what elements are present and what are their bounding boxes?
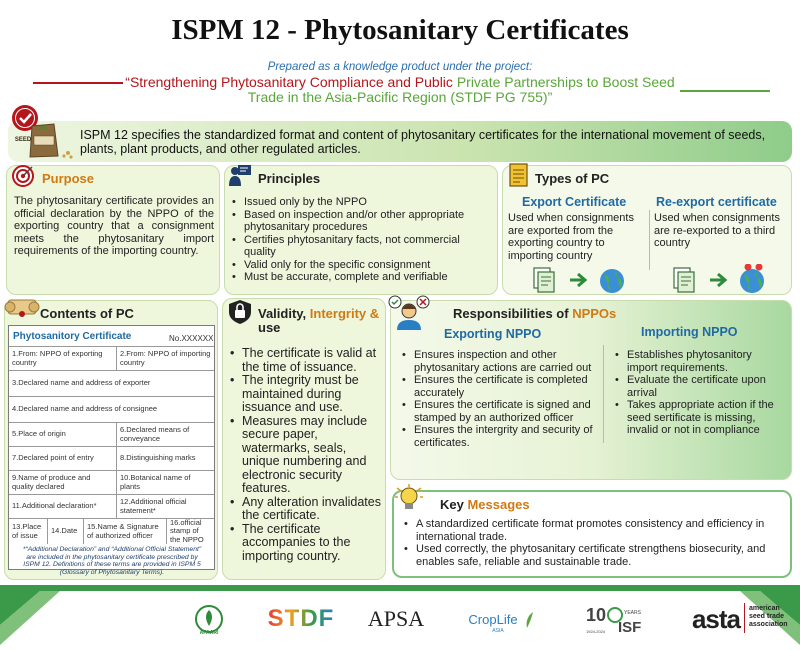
certificate-row <box>9 494 214 518</box>
principles-item: • Issued only by the NPPO <box>230 196 492 209</box>
validity-heading-part1: Validity, <box>258 306 310 321</box>
certificate-field-3: 3.Declared name and address of exporter <box>12 378 151 388</box>
validity-item: • The integrity must be maintained during issuance and use. <box>228 374 383 415</box>
project-title-part1: “Strengthening Phytosanitary Compliance and Public <box>125 74 457 90</box>
certificate-field-9: 9.Name of produce and quality declared <box>12 473 91 491</box>
export-flow-illustration <box>532 264 632 294</box>
types-divider <box>649 210 650 270</box>
validity-item: • Measures may include secure paper, watermarks, seals, unique numbering and electronic security features. <box>228 415 383 496</box>
validity-item: • The certificate accompanies to the importing country. <box>228 523 383 564</box>
certificate-row <box>9 446 214 470</box>
principles-item: • Valid only for the specific consignment <box>230 259 492 272</box>
certificate-field-7: 7.Declared point of entry <box>12 453 94 463</box>
asta-subtitle <box>749 605 799 629</box>
isf-years-text: YEARS <box>624 610 641 616</box>
stdf-logo <box>266 606 336 632</box>
certificate-field-8: 8.Distinguishing marks <box>120 453 196 463</box>
stdf-logo-text: STDF <box>267 605 335 632</box>
responsibilities-divider <box>603 345 604 443</box>
importing-item: • Establishes phytosanitory import requirements. <box>613 349 785 374</box>
certificate-field-11: 11.Additional declaration* <box>12 501 97 511</box>
page-title: ISPM 12 - Phytosanitary Certificates <box>171 14 629 46</box>
importing-nppo-list <box>613 349 785 437</box>
importing-item: • Evaluate the certificate upon arrival <box>613 374 785 399</box>
certificate-field-5: 5.Place of origin <box>12 429 66 439</box>
validity-heading-part2: Intergrity & <box>309 306 380 321</box>
certificate-field-14: 14.Date <box>51 526 78 536</box>
certificate-title: Phytosanitory Certificate <box>13 331 132 342</box>
responsibilities-heading <box>453 306 616 321</box>
principles-item: • Must be accurate, complete and verifiable <box>230 271 492 284</box>
target-icon <box>12 165 34 187</box>
certificate-row <box>9 346 214 370</box>
asta-sub-line: american <box>749 605 780 612</box>
importing-item: • Takes appropriate action if the seed sertificate is missing, invalid or not in compliance <box>613 399 785 437</box>
export-certificate-title: Export Certificate <box>522 195 627 209</box>
isf-dates-text: 1924-2024 <box>586 629 606 634</box>
isf-logo-text: ISF <box>618 619 642 634</box>
seed-bag-label: SEED <box>14 137 32 143</box>
asta-sub-line: seed trade <box>749 613 785 620</box>
principles-list <box>230 196 492 284</box>
exporting-item: • Ensures the certificate is completed accurately <box>400 374 600 399</box>
croplife-logo-text: CropLife <box>468 611 518 627</box>
reexport-certificate-text: Used when consignments are re-exported to a third country <box>654 212 780 249</box>
key-message-item: • Used correctly, the phytosanitary certificate strengthens biosecurity, and enables safe, reliable and sustainable trade. <box>402 543 788 568</box>
asta-logo: asta <box>691 603 741 634</box>
exporting-item: • Ensures the intergrity and security of certificates. <box>400 424 600 449</box>
project-title <box>120 75 680 105</box>
validity-item: • The certificate is valid at the time of issuance. <box>228 347 383 374</box>
types-heading: Types of PC <box>535 171 610 186</box>
reexport-certificate-title: Re-export certificate <box>656 195 777 209</box>
key-message-item: • A standardized certificate format promotes consistency and efficiency in international trade. <box>402 518 788 543</box>
certificate-field-1: 1.From: NPPO of exporting country <box>12 349 103 367</box>
certificate-field-13: 13.Place of issue <box>12 522 42 540</box>
reexport-flow-illustration <box>672 264 772 294</box>
asta-divider <box>744 603 745 633</box>
certificate-number: No.XXXXXX <box>169 334 214 343</box>
apaari-logo-text: APAARI <box>199 630 219 636</box>
purpose-text: The phytosanitary certificate provides an official declaration by the NPPO of the exporting country that a consignment meets the phytosanitary import requirements of the importing country. <box>14 195 214 257</box>
apaari-logo <box>190 606 228 632</box>
apsa-logo: APSA <box>367 606 425 631</box>
validity-list <box>228 347 383 563</box>
certificate-row <box>9 518 214 544</box>
prepared-note: Prepared as a knowledge product under the project: <box>267 61 533 73</box>
svg-text:10: 10 <box>586 605 607 625</box>
certificate-field-4: 4.Declared name and address of consignee <box>12 404 158 414</box>
certificate-field-15: 15.Name & Signature of authorized officer <box>87 522 159 540</box>
principles-item: • Based on inspection and/or other appropriate phytosanitary procedures <box>230 209 492 234</box>
certificate-row <box>9 396 214 422</box>
certificate-row <box>9 470 214 494</box>
principles-heading: Principles <box>258 171 321 186</box>
export-certificate-text: Used when consignments are exported from the exporting country to importing country <box>508 212 634 262</box>
validity-heading <box>258 307 386 335</box>
key-messages-list <box>402 518 788 568</box>
scroll-certificate-icon <box>4 296 40 320</box>
contents-heading-text: Contents of PC <box>40 306 134 321</box>
certificate-row <box>9 370 214 396</box>
contents-heading <box>40 306 134 321</box>
validity-item: • Any alteration invalidates the certificate. <box>228 496 383 523</box>
phytosanitary-certificate-form <box>8 325 215 576</box>
croplife-sub-text: ASIA <box>492 628 504 634</box>
exporting-item: • Ensures inspection and other phytosanitary actions are carried out <box>400 349 600 374</box>
importing-nppo-title: Importing NPPO <box>641 325 738 339</box>
exporting-nppo-list <box>400 349 600 449</box>
responsibilities-heading-part2: NPPOs <box>572 306 617 321</box>
key-messages-heading <box>440 497 530 512</box>
certificate-field-10: 10.Botanical name of plants <box>120 473 191 491</box>
intro-text: ISPM 12 specifies the standardized format and content of phytosanitary certificates for the international movement of seeds, plants, plant products, and other regulated articles. <box>80 128 766 156</box>
responsibilities-heading-part1: Responsibilities of <box>453 306 573 321</box>
exporting-item: • Ensures the certificate is signed and stamped by an authorized officer <box>400 399 600 424</box>
project-title-part2: Private Partnerships to Boost Seed Trade in the Asia-Pacific Region (STDF PG 755)” <box>247 74 675 105</box>
exporting-nppo-title: Exporting NPPO <box>444 327 542 341</box>
key-messages-heading-part1: Key <box>440 497 468 512</box>
certificate-footnote: *“Additional Declaration” and “Additional Official Statement” are included in the phytosanitary certificate prescribed by ISPM 12. Definitions of these terms are provided in ISPM 5 (Glossary of Phytosanitary Terms). <box>22 546 202 576</box>
certificate-row <box>9 422 214 446</box>
validity-heading-part3: use <box>258 320 281 335</box>
certificate-field-16: 16.official stamp of the NPPO <box>170 517 204 544</box>
document-icon <box>508 162 530 188</box>
certificate-field-6: 6.Declared means of conveyance <box>120 425 190 443</box>
lock-shield-icon <box>227 299 253 325</box>
purpose-heading: Purpose <box>42 171 95 186</box>
presenter-icon <box>228 163 252 187</box>
lightbulb-icon <box>395 484 423 514</box>
key-messages-heading-part2: Messages <box>467 497 530 512</box>
principles-item: • Certifies phytosanitary facts, not commercial quality <box>230 234 492 259</box>
certificate-field-12: 12.Additional official statement* <box>120 497 187 515</box>
decorative-line-left <box>33 82 123 84</box>
certificate-field-2: 2.From: NPPO of importing country <box>120 349 211 367</box>
asta-sub-line: association <box>749 621 788 628</box>
decorative-line-right <box>680 90 770 92</box>
team-people-icon <box>388 294 436 330</box>
